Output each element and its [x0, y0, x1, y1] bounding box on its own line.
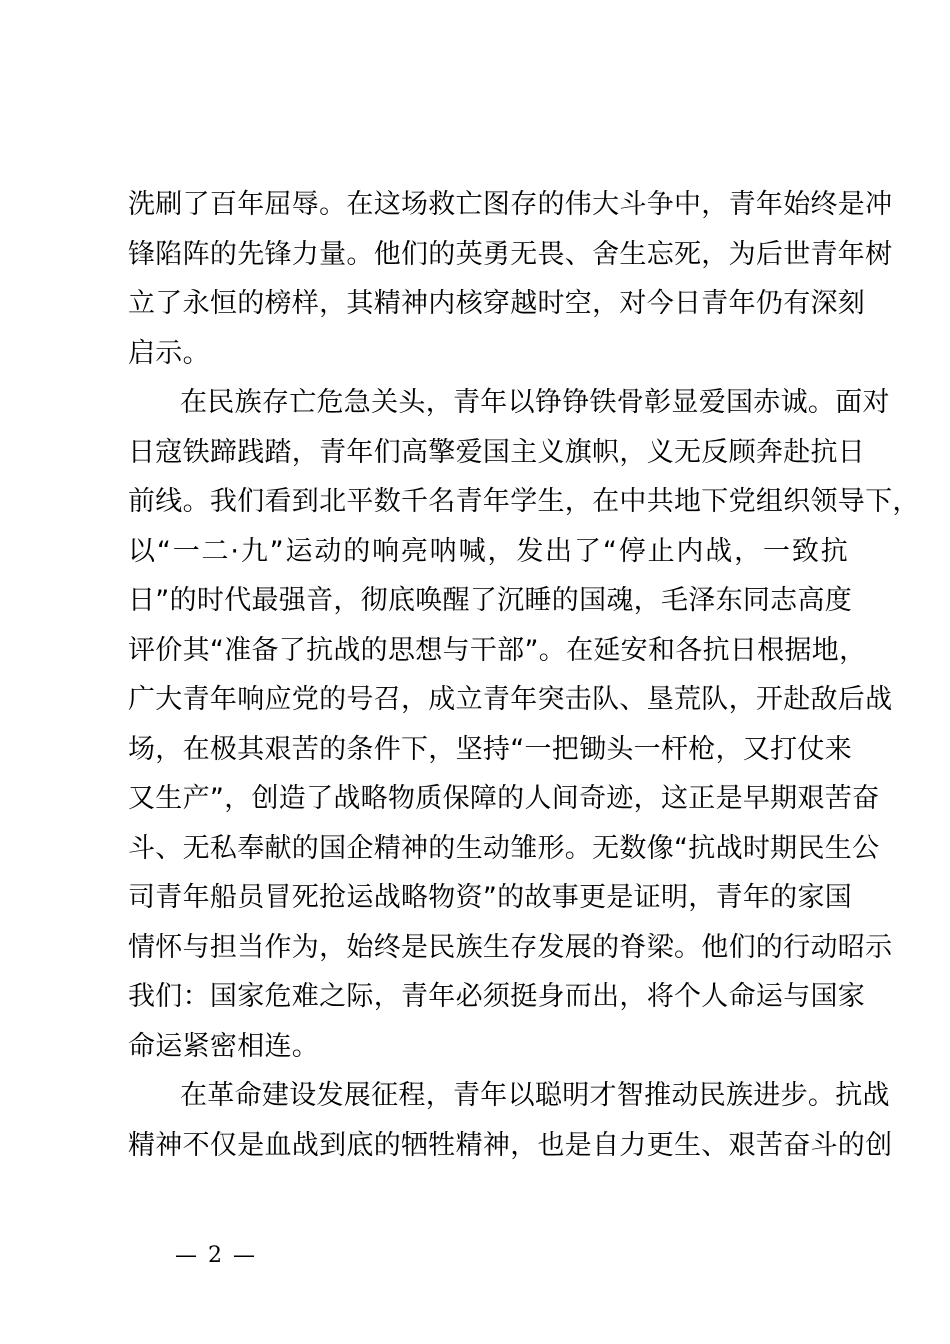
text-line: 评价其“准备了抗战的思想与干部”。在延安和各抗日根据地， [128, 634, 867, 666]
text-line: 广大青年响应党的号召，成立青年突击队、垦荒队，开赴敌后战 [128, 684, 893, 715]
text-line: 日寇铁蹄践踏，青年们高擎爱国主义旗帜，义无反顾奔赴抗日 [128, 436, 866, 468]
text-line: 场，在极其艰苦的条件下，坚持“一把锄头一杆枪，又打仗来 [128, 733, 853, 765]
text-line: 情怀与担当作为，始终是民族生存发展的脊梁。他们的行动昭示 [128, 931, 893, 963]
text-line: 我们：国家危难之际，青年必须挺身而出，将个人命运与国家 [128, 981, 866, 1012]
text-line: 以“一二·九”运动的响亮呐喊，发出了“停止内战，一致抗 [128, 535, 848, 567]
text-line: 斗、无私奉献的国企精神的生动雏形。无数像“抗战时期民生公 [128, 832, 880, 864]
text-line: 在革命建设发展征程，青年以聪明才智推动民族进步。抗战 [180, 1080, 890, 1111]
paragraph [128, 180, 893, 378]
text-line: 司青年船员冒死抢运战略物资”的故事更是证明，青年的家国 [128, 882, 853, 913]
text-line: 启示。 [128, 337, 210, 369]
text-line: 锋陷阵的先锋力量。他们的英勇无畏、舍生忘死，为后世青年树 [128, 238, 893, 270]
text-line: 洗刷了百年屈辱。在这场救亡图存的伟大斗争中，青年始终是冲 [128, 189, 893, 220]
text-line: 日”的时代最强音，彻底唤醒了沉睡的国魂，毛泽东同志高度 [128, 585, 853, 616]
text-line: 又生产”，创造了战略物质保障的人间奇迹，这正是早期艰苦奋 [128, 783, 880, 814]
text-line: 立了永恒的榜样，其精神内核穿越时空，对今日青年仍有深刻 [128, 288, 866, 319]
text-line: 命运紧密相连。 [128, 1030, 320, 1062]
page-number: — 2 — [175, 1243, 257, 1268]
paragraph [128, 378, 920, 1071]
paragraph [128, 1071, 893, 1170]
text-line: 精神不仅是血战到底的牺牲精神，也是自力更生、艰苦奋斗的创 [128, 1129, 893, 1161]
body-text [128, 180, 920, 1170]
text-line: 在民族存亡危急关头，青年以铮铮铁骨彰显爱国赤诚。面对 [180, 387, 890, 418]
text-line: 前线。我们看到北平数千名青年学生，在中共地下党组织领导下， [128, 486, 920, 517]
